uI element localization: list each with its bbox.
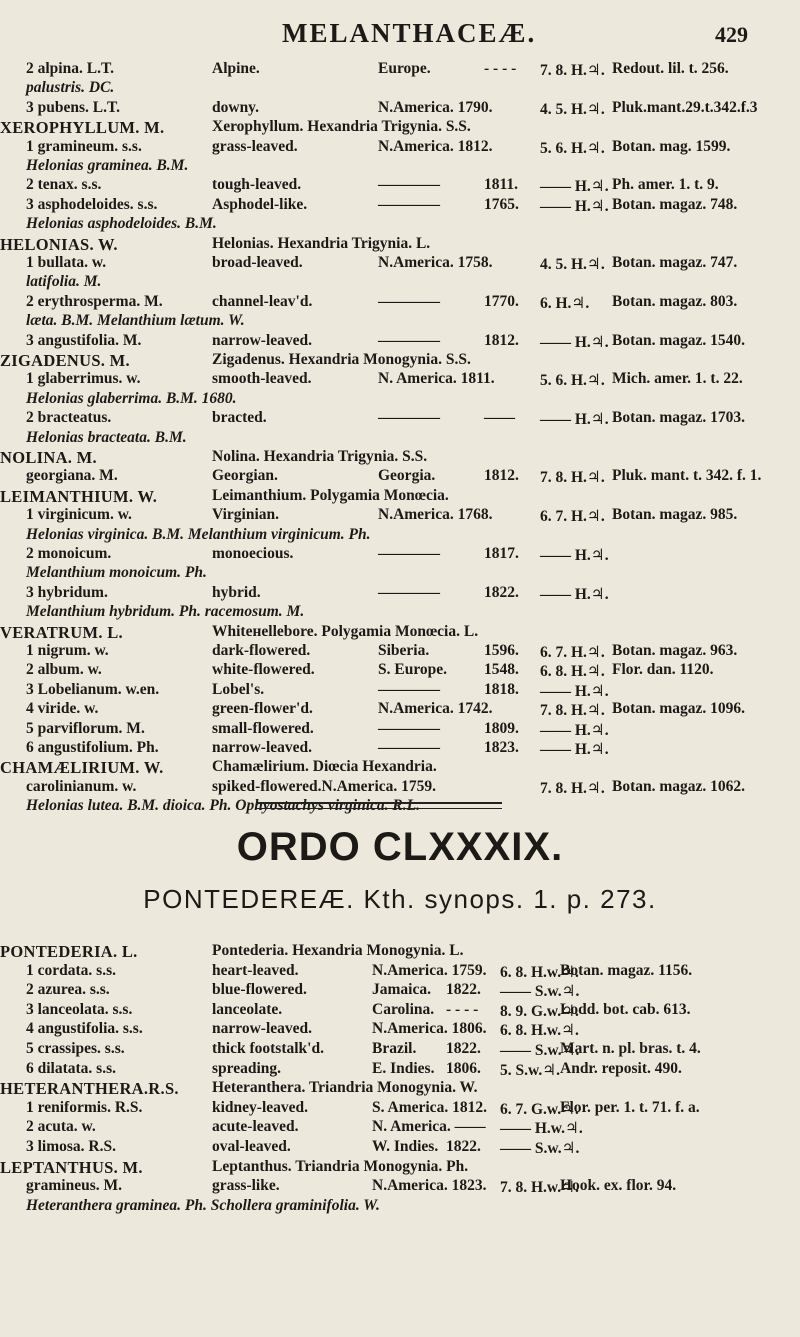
entry-description: acute-leaved. bbox=[212, 1118, 299, 1136]
section-divider bbox=[256, 802, 502, 804]
entry-name: 3 pubens. L.T. bbox=[26, 98, 121, 116]
entry-name: Heteranthera graminea. Ph. Schollera graminifolia. W. bbox=[26, 1196, 380, 1214]
entry-flowering: 6. 7. H.♃. bbox=[540, 644, 605, 661]
entry-description: channel-leav'd. bbox=[212, 292, 313, 310]
entry-reference: Pluk. mant. t. 342. f. 1. bbox=[612, 467, 762, 485]
ordo-heading: ORDO CLXXXIX. bbox=[236, 825, 564, 869]
entry-flowering: 8. 9. G.w.♃. bbox=[500, 1002, 579, 1020]
entry-description: Chamælirium. Diœcia Hexandria. bbox=[212, 758, 437, 776]
entry-region: S. Europe. bbox=[378, 661, 448, 679]
entry-year: 1823. bbox=[484, 739, 519, 756]
entry-description: downy. bbox=[212, 98, 259, 116]
entry-name: 3 limosa. R.S. bbox=[26, 1138, 116, 1155]
entry-name: PONTEDERIA. L. bbox=[0, 942, 138, 961]
entry-name: 2 azurea. s.s. bbox=[26, 981, 110, 999]
entry-description: bracted. bbox=[212, 409, 267, 427]
entry-flowering: 5. 6. H.♃. bbox=[540, 139, 605, 157]
entry-year: - - - - bbox=[446, 1000, 479, 1018]
entry-description: blue-flowered. bbox=[212, 981, 307, 999]
entry-name: 2 tenax. s.s. bbox=[26, 176, 102, 194]
entry-name: VERATRUM. L. bbox=[0, 622, 123, 642]
entry-name: ZIGADENUS. M. bbox=[0, 351, 130, 370]
entry-description: Whiteнellebore. Polygamia Monœcia. L. bbox=[212, 622, 479, 640]
entry-reference: Flor. dan. 1120. bbox=[612, 661, 714, 679]
entry-name: 6 dilatata. s.s. bbox=[26, 1059, 116, 1077]
entry-name: Helonias lutea. B.M. dioica. Ph. Ophyostachys virginica. R.L. bbox=[26, 797, 420, 815]
entry-flowering: 4. 5. H.♃. bbox=[540, 100, 605, 118]
entry-name: Helonias bracteata. B.M. bbox=[26, 428, 187, 446]
entry-name: 6 angustifolium. Ph. bbox=[26, 739, 159, 756]
entry-description: narrow-leaved. bbox=[212, 1020, 313, 1038]
entry-description: heart-leaved. bbox=[212, 961, 299, 979]
entry-description: smooth-leaved. bbox=[212, 370, 312, 388]
entry-name: 2 monoicum. bbox=[26, 545, 112, 562]
entry-year: 1822. bbox=[446, 981, 481, 999]
entry-name: 3 Lobelianum. w.en. bbox=[26, 680, 160, 698]
entry-flowering: 7. 8. H.♃. bbox=[540, 62, 605, 79]
entry-description: Leimanthium. Polygamia Monœcia. bbox=[212, 486, 449, 504]
entry-reference: Botan. magaz. 1156. bbox=[560, 961, 693, 979]
entry-name: XEROPHYLLUM. M. bbox=[0, 118, 165, 138]
entry-flowering: —— H.w.♃. bbox=[500, 1120, 583, 1138]
entry-description: dark-flowered. bbox=[212, 642, 311, 659]
entry-region: Brazil. bbox=[372, 1040, 417, 1057]
entry-description: Nolina. Hexandria Trigynia. S.S. bbox=[212, 448, 428, 465]
entry-flowering: 6. 8. H.w.♃. bbox=[500, 1022, 579, 1040]
entry-reference: Botan. magaz. 803. bbox=[612, 292, 738, 310]
entry-description: kidney-leaved. bbox=[212, 1098, 309, 1116]
entry-name: HELONIAS. W. bbox=[0, 234, 118, 254]
entry-year: 1818. bbox=[484, 680, 519, 698]
entry-flowering: 6. H.♃. bbox=[540, 294, 590, 312]
entry-description: Helonias. Hexandria Trigynia. L. bbox=[212, 234, 431, 252]
entry-description: Alpine. bbox=[212, 60, 260, 77]
entry-region: Europe. bbox=[378, 60, 431, 77]
entry-flowering: 6. 8. H.w.♃. bbox=[500, 963, 579, 981]
entry-flowering: 7. 8. H.w.♃. bbox=[500, 1179, 579, 1197]
entry-region: ———— bbox=[378, 545, 440, 562]
entry-reference: Botan. magaz. 963. bbox=[612, 642, 738, 659]
entry-name: Helonias virginica. B.M. Melanthium virginicum. Ph. bbox=[26, 525, 371, 543]
entry-region: Carolina. bbox=[372, 1000, 435, 1018]
entry-region: ———— bbox=[378, 719, 440, 737]
entry-description: lanceolate. bbox=[212, 1000, 283, 1018]
entry-name: 5 parviflorum. M. bbox=[26, 719, 145, 737]
entry-flowering: 5. S.w.♃. bbox=[500, 1061, 560, 1079]
entry-flowering: —— S.w.♃. bbox=[500, 983, 580, 1001]
entry-name: 1 gramineum. s.s. bbox=[26, 137, 142, 155]
entry-description: narrow-leaved. bbox=[212, 739, 313, 756]
entry-description: spiked-flowered.N.America. 1759. bbox=[212, 777, 437, 795]
entry-reference: Flor. per. 1. t. 71. f. a. bbox=[560, 1098, 700, 1116]
entry-region: W. Indies. bbox=[372, 1138, 439, 1155]
entry-year: 1817. bbox=[484, 545, 519, 562]
entry-flowering: —— H.♃. bbox=[540, 585, 609, 603]
entry-name: Helonias glaberrima. B.M. 1680. bbox=[26, 389, 237, 407]
entry-region: ———— bbox=[378, 583, 440, 601]
entry-region: Jamaica. bbox=[372, 981, 431, 999]
entry-reference: Andr. reposit. 490. bbox=[560, 1059, 682, 1077]
entry-name: 3 angustifolia. M. bbox=[26, 331, 142, 349]
entry-year: 1765. bbox=[484, 195, 519, 213]
entry-name: 3 asphodeloides. s.s. bbox=[26, 195, 158, 213]
entry-description: spreading. bbox=[212, 1059, 282, 1077]
entry-reference: Botan. magaz. 1703. bbox=[612, 409, 746, 427]
entry-description: small-flowered. bbox=[212, 719, 314, 737]
entry-region: N.America. 1806. bbox=[372, 1020, 487, 1038]
entry-flowering: —— H.♃. bbox=[540, 721, 609, 739]
entry-region: ———— bbox=[378, 680, 440, 698]
entry-description: monoecious. bbox=[212, 545, 294, 562]
entry-reference: Botan. magaz. 748. bbox=[612, 195, 738, 213]
entry-name: 5 crassipes. s.s. bbox=[26, 1040, 125, 1057]
entry-name: Helonias asphodeloides. B.M. bbox=[26, 215, 217, 233]
entry-flowering: 6. 7. H.♃. bbox=[540, 508, 605, 526]
entry-flowering: —— H.♃. bbox=[540, 197, 609, 215]
entry-region: N.America. 1759. bbox=[372, 961, 487, 979]
entry-region: Georgia. bbox=[378, 467, 436, 485]
entry-name: 1 glaberrimus. w. bbox=[26, 370, 141, 388]
entry-reference: Botan. magaz. 747. bbox=[612, 254, 738, 271]
entry-year: 1822. bbox=[446, 1040, 481, 1057]
synonym-row bbox=[0, 1197, 800, 1219]
entry-description: Lobel's. bbox=[212, 680, 265, 698]
entry-name: georgiana. M. bbox=[26, 467, 118, 485]
entry-name: HETERANTHERA.R.S. bbox=[0, 1079, 179, 1099]
entry-name: 2 album. w. bbox=[26, 661, 102, 679]
entry-year: 1596. bbox=[484, 642, 519, 659]
entry-name: LEPTANTHUS. M. bbox=[0, 1157, 143, 1177]
entry-region: N. America. 1811. bbox=[378, 370, 495, 388]
entry-description: Leptanthus. Triandria Monogynia. Ph. bbox=[212, 1157, 469, 1175]
entry-year: 1812. bbox=[484, 331, 519, 349]
entry-region: ———— bbox=[378, 331, 440, 349]
entry-name: Melanthium monoicum. Ph. bbox=[26, 564, 207, 582]
entry-name: latifolia. M. bbox=[26, 273, 102, 291]
entry-name: NOLINA. M. bbox=[0, 448, 97, 467]
entry-flowering: 4. 5. H.♃. bbox=[540, 256, 605, 273]
entry-reference: Botan. magaz. 1062. bbox=[612, 777, 746, 795]
entry-flowering: 7. 8. H.♃. bbox=[540, 702, 605, 720]
entry-flowering: —— H.♃. bbox=[540, 741, 609, 758]
entry-reference: Pluk.mant.29.t.342.f.3 bbox=[612, 98, 758, 116]
entry-flowering: 7. 8. H.♃. bbox=[540, 779, 605, 797]
entry-year: 1806. bbox=[446, 1059, 481, 1077]
entry-region: ———— bbox=[378, 409, 440, 427]
entry-name: læta. B.M. Melanthium lætum. W. bbox=[26, 312, 245, 330]
entry-flowering: —— S.w.♃. bbox=[500, 1140, 580, 1157]
entry-flowering: —— H.♃. bbox=[540, 547, 609, 564]
entry-region: N.America. 1758. bbox=[378, 254, 493, 271]
entry-region: N.America. 1790. bbox=[378, 98, 493, 116]
entry-description: Xerophyllum. Hexandria Trigynia. S.S. bbox=[212, 118, 471, 136]
entry-reference: Mart. n. pl. bras. t. 4. bbox=[560, 1040, 701, 1057]
entry-description: Virginian. bbox=[212, 506, 280, 524]
page-title: MELANTHACEÆ. bbox=[282, 18, 537, 48]
entry-region: N.America. 1742. bbox=[378, 700, 493, 718]
entry-name: CHAMÆLIRIUM. W. bbox=[0, 758, 164, 778]
entry-description: grass-leaved. bbox=[212, 137, 298, 155]
entry-region: N.America. 1823. bbox=[372, 1177, 487, 1195]
entry-year: 1822. bbox=[446, 1138, 481, 1155]
entry-description: oval-leaved. bbox=[212, 1138, 291, 1155]
entry-name: LEIMANTHIUM. W. bbox=[0, 486, 158, 506]
entry-reference: Ph. amer. 1. t. 9. bbox=[612, 176, 719, 194]
entry-description: hybrid. bbox=[212, 583, 261, 601]
entry-description: Pontederia. Hexandria Monogynia. L. bbox=[212, 942, 464, 959]
entry-year: —— bbox=[484, 409, 515, 427]
entry-description: green-flower'd. bbox=[212, 700, 313, 718]
entry-name: 2 acuta. w. bbox=[26, 1118, 96, 1136]
entry-description: white-flowered. bbox=[212, 661, 315, 679]
entry-name: 3 lanceolata. s.s. bbox=[26, 1000, 133, 1018]
entry-name: gramineus. M. bbox=[26, 1177, 123, 1195]
entry-description: thick footstalk'd. bbox=[212, 1040, 324, 1057]
entry-region: N.America. 1812. bbox=[378, 137, 493, 155]
entry-reference: Lodd. bot. cab. 613. bbox=[560, 1000, 691, 1018]
entry-name: 1 reniformis. R.S. bbox=[26, 1098, 143, 1116]
entry-name: 2 alpina. L.T. bbox=[26, 60, 115, 77]
entry-reference: Botan. mag. 1599. bbox=[612, 137, 731, 155]
entry-year: 1770. bbox=[484, 292, 519, 310]
entry-year: - - - - bbox=[484, 60, 517, 77]
entry-reference: Redout. lil. t. 256. bbox=[612, 60, 729, 77]
entry-reference: Botan. magaz. 1096. bbox=[612, 700, 746, 718]
entry-reference: Hook. ex. flor. 94. bbox=[560, 1177, 677, 1195]
entry-flowering: 7. 8. H.♃. bbox=[540, 469, 605, 487]
entry-name: 4 viride. w. bbox=[26, 700, 99, 718]
entry-reference: Botan. magaz. 1540. bbox=[612, 331, 746, 349]
entry-description: tough-leaved. bbox=[212, 176, 302, 194]
entry-description: Asphodel-like. bbox=[212, 195, 308, 213]
entry-description: Heteranthera. Triandria Monogynia. W. bbox=[212, 1079, 478, 1097]
entry-flowering: —— H.♃. bbox=[540, 411, 609, 429]
entry-name: Melanthium hybridum. Ph. racemosum. M. bbox=[26, 603, 305, 621]
entry-reference: Botan. magaz. 985. bbox=[612, 506, 738, 524]
entry-region: N.America. 1768. bbox=[378, 506, 493, 524]
entry-reference: Mich. amer. 1. t. 22. bbox=[612, 370, 743, 388]
entry-description: grass-like. bbox=[212, 1177, 280, 1195]
entry-year: 1822. bbox=[484, 583, 519, 601]
entry-name: palustris. DC. bbox=[26, 79, 115, 97]
tribe-heading: PONTEDEREÆ. Kth. synops. 1. p. 273. bbox=[143, 884, 657, 914]
entry-name: 4 angustifolia. s.s. bbox=[26, 1020, 143, 1038]
entry-region: S. America. 1812. bbox=[372, 1098, 487, 1116]
entry-flowering: —— H.♃. bbox=[540, 333, 609, 351]
entry-description: narrow-leaved. bbox=[212, 331, 313, 349]
entry-region: E. Indies. bbox=[372, 1059, 435, 1077]
entry-flowering: 5. 6. H.♃. bbox=[540, 372, 605, 390]
entry-region: ———— bbox=[378, 195, 440, 213]
entry-name: 3 hybridum. bbox=[26, 583, 108, 601]
entry-year: 1809. bbox=[484, 719, 519, 737]
entry-name: carolinianum. w. bbox=[26, 777, 137, 795]
entry-flowering: —— H.♃. bbox=[540, 682, 609, 700]
entry-name: 1 cordata. s.s. bbox=[26, 961, 116, 979]
entry-name: 2 erythrosperma. M. bbox=[26, 292, 163, 310]
entry-name: Helonias graminea. B.M. bbox=[26, 157, 189, 174]
entry-name: 1 bullata. w. bbox=[26, 254, 107, 271]
entry-description: Zigadenus. Hexandria Monogynia. S.S. bbox=[212, 351, 471, 368]
entry-region: ———— bbox=[378, 292, 440, 310]
entry-name: 1 virginicum. w. bbox=[26, 506, 132, 524]
section-divider-thin bbox=[256, 808, 502, 809]
page-number: 429 bbox=[715, 22, 748, 47]
entry-flowering: —— H.♃. bbox=[540, 178, 609, 196]
entry-name: 2 bracteatus. bbox=[26, 409, 112, 427]
entry-region: ———— bbox=[378, 176, 440, 194]
entry-year: 1811. bbox=[484, 176, 519, 194]
entry-region: Siberia. bbox=[378, 642, 430, 659]
entry-flowering: 6. 7. G.w.♃. bbox=[500, 1100, 579, 1118]
entry-region: ———— bbox=[378, 739, 440, 756]
entry-description: Georgian. bbox=[212, 467, 278, 485]
entry-year: 1812. bbox=[484, 467, 519, 485]
entry-region: N. America. —— bbox=[372, 1118, 486, 1136]
entry-name: 1 nigrum. w. bbox=[26, 642, 109, 659]
entry-year: 1548. bbox=[484, 661, 519, 679]
entry-description: broad-leaved. bbox=[212, 254, 303, 271]
entry-flowering: —— S.w.♃. bbox=[500, 1042, 580, 1059]
entry-flowering: 6. 8. H.♃. bbox=[540, 663, 605, 681]
